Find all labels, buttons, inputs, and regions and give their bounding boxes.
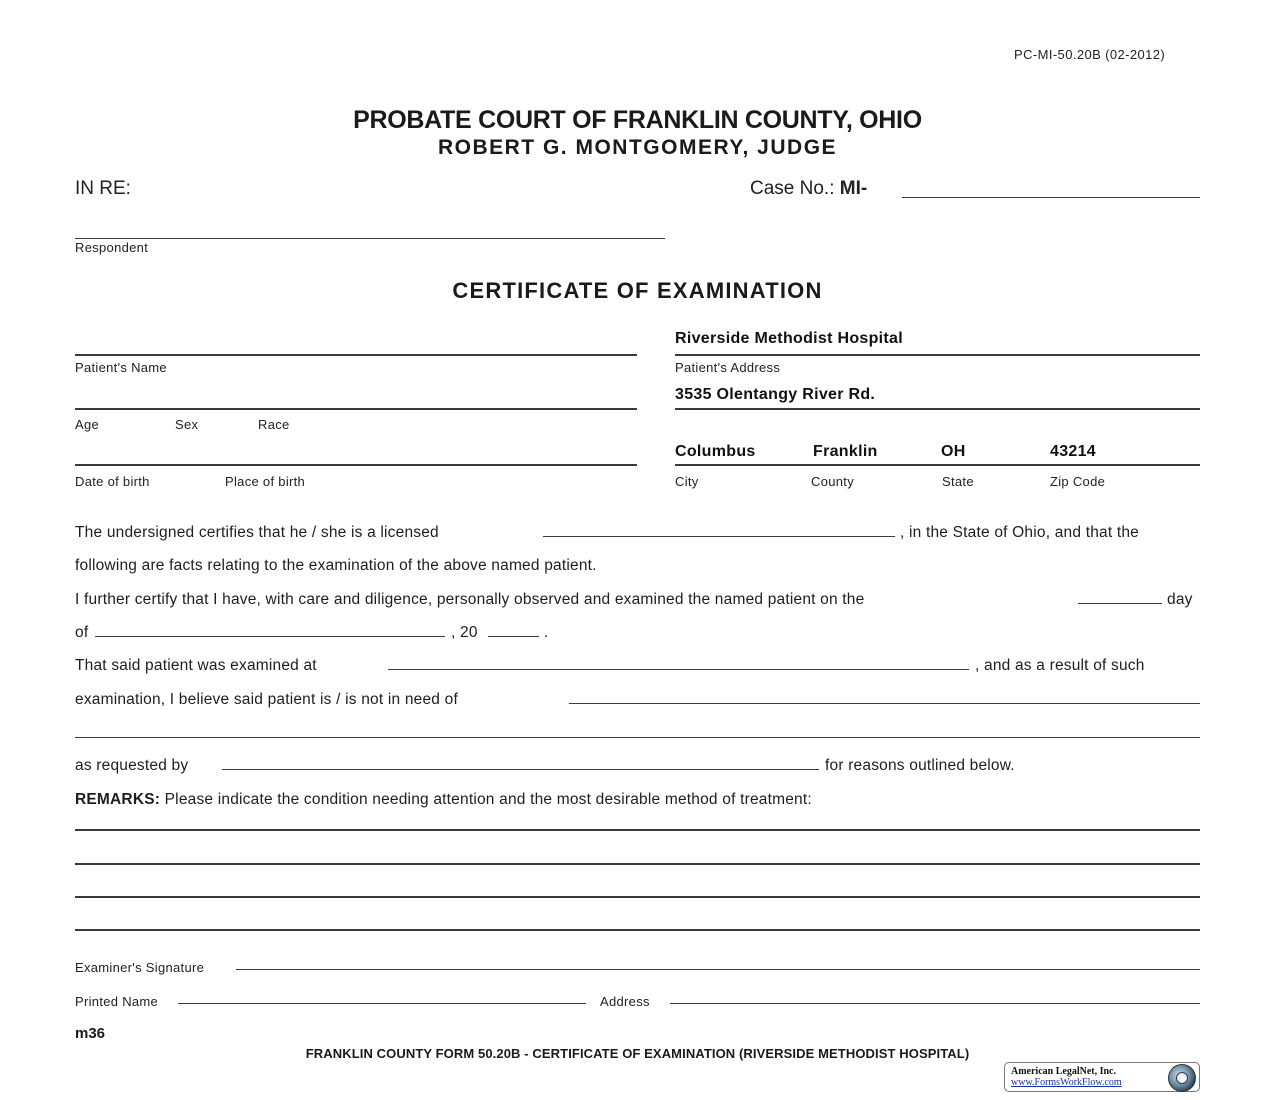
cert-p1-end: , in the State of Ohio, and that the xyxy=(900,524,1139,541)
state-label: State xyxy=(942,474,974,489)
patient-name-field[interactable] xyxy=(75,354,637,356)
printed-name-label: Printed Name xyxy=(75,994,159,1009)
exam-day-field[interactable] xyxy=(1078,603,1162,604)
remarks-line-4[interactable] xyxy=(75,929,1200,931)
cert-p4-end: for reasons outlined below. xyxy=(825,757,1015,774)
county-label: County xyxy=(811,474,854,489)
cert-p1-start: The undersigned certifies that he / she is a licensed xyxy=(75,524,439,541)
in-re-label: IN RE: xyxy=(75,178,131,199)
cert-p2-start: I further certify that I have, with care and diligence, personally observed and examined the named patient on the xyxy=(75,591,865,608)
zip-label: Zip Code xyxy=(1050,474,1106,489)
county-value: Franklin xyxy=(813,443,878,460)
cert-p2-day: day xyxy=(1167,591,1193,608)
facility-line xyxy=(675,354,1200,356)
remarks-label: REMARKS: xyxy=(75,791,161,808)
dob-label: Date of birth xyxy=(75,474,150,489)
state-value: OH xyxy=(941,443,966,460)
exam-month-field[interactable] xyxy=(95,636,445,637)
case-no-label xyxy=(750,178,867,200)
cert-p3-line2: examination, I believe said patient is / is not in need of xyxy=(75,691,458,708)
remarks-line-1[interactable] xyxy=(75,829,1200,831)
patient-address-label: Patient's Address xyxy=(675,360,781,375)
case-prefix: MI- xyxy=(839,178,868,199)
form-code: m36 xyxy=(75,1025,106,1042)
license-type-field[interactable] xyxy=(543,536,895,537)
pob-label: Place of birth xyxy=(225,474,306,489)
address-label: Address xyxy=(600,994,650,1009)
document-title: CERTIFICATE OF EXAMINATION xyxy=(452,278,823,303)
footer-title: FRANKLIN COUNTY FORM 50.20B - CERTIFICATE OF EXAMINATION (RIVERSIDE METHODIST HOSPITAL) xyxy=(305,1046,970,1061)
zip-value: 43214 xyxy=(1050,443,1096,460)
form-number: PC-MI-50.20B (02-2012) xyxy=(1014,47,1166,62)
remarks-instruction: Please indicate the condition needing attention and the most desirable method of treatment: xyxy=(164,791,812,808)
sex-label: Sex xyxy=(175,417,199,432)
need-of-field-continued[interactable] xyxy=(75,737,1200,738)
printed-name-field[interactable] xyxy=(178,1003,586,1004)
remarks-line-3[interactable] xyxy=(75,896,1200,898)
cert-p2-year-prefix: , 20 xyxy=(451,624,478,641)
remarks-line-2[interactable] xyxy=(75,863,1200,865)
birth-info-field[interactable] xyxy=(75,464,637,466)
cert-p3-start: That said patient was examined at xyxy=(75,657,317,674)
street-address: 3535 Olentangy River Rd. xyxy=(675,386,876,403)
age-label: Age xyxy=(75,417,100,432)
street-line xyxy=(675,408,1200,410)
exam-year-field[interactable] xyxy=(488,636,539,637)
judge-name: ROBERT G. MONTGOMERY, JUDGE xyxy=(437,136,838,159)
publisher-logo[interactable] xyxy=(1004,1062,1200,1092)
publisher-name: American LegalNet, Inc. xyxy=(1011,1066,1116,1077)
patient-name-label: Patient's Name xyxy=(75,360,167,375)
city-state-line xyxy=(675,464,1200,466)
respondent-label: Respondent xyxy=(75,240,149,255)
remarks-heading xyxy=(75,791,812,809)
cert-p1-line2: following are facts relating to the examination of the above named patient. xyxy=(75,557,597,574)
examiner-signature-label: Examiner's Signature xyxy=(75,960,205,975)
facility-name: Riverside Methodist Hospital xyxy=(675,330,903,347)
examiner-address-field[interactable] xyxy=(670,1003,1200,1004)
cert-p3-end: , and as a result of such xyxy=(975,657,1145,674)
age-sex-race-field[interactable] xyxy=(75,408,637,410)
exam-location-field[interactable] xyxy=(388,669,969,670)
cert-p2-period: . xyxy=(544,624,549,641)
globe-icon xyxy=(1168,1064,1196,1092)
city-label: City xyxy=(675,474,699,489)
court-title: PROBATE COURT OF FRANKLIN COUNTY, OHIO xyxy=(353,106,922,134)
case-number-field[interactable] xyxy=(902,197,1200,198)
city-value: Columbus xyxy=(675,443,756,460)
race-label: Race xyxy=(258,417,290,432)
respondent-field[interactable] xyxy=(75,238,665,239)
cert-p2-of: of xyxy=(75,624,89,641)
case-no-text: Case No.: xyxy=(750,178,835,199)
cert-p4-start: as requested by xyxy=(75,757,189,774)
need-of-field[interactable] xyxy=(569,703,1200,704)
requested-by-field[interactable] xyxy=(222,769,819,770)
examiner-signature-field[interactable] xyxy=(236,969,1200,970)
publisher-link[interactable]: www.FormsWorkFlow.com xyxy=(1011,1077,1122,1088)
